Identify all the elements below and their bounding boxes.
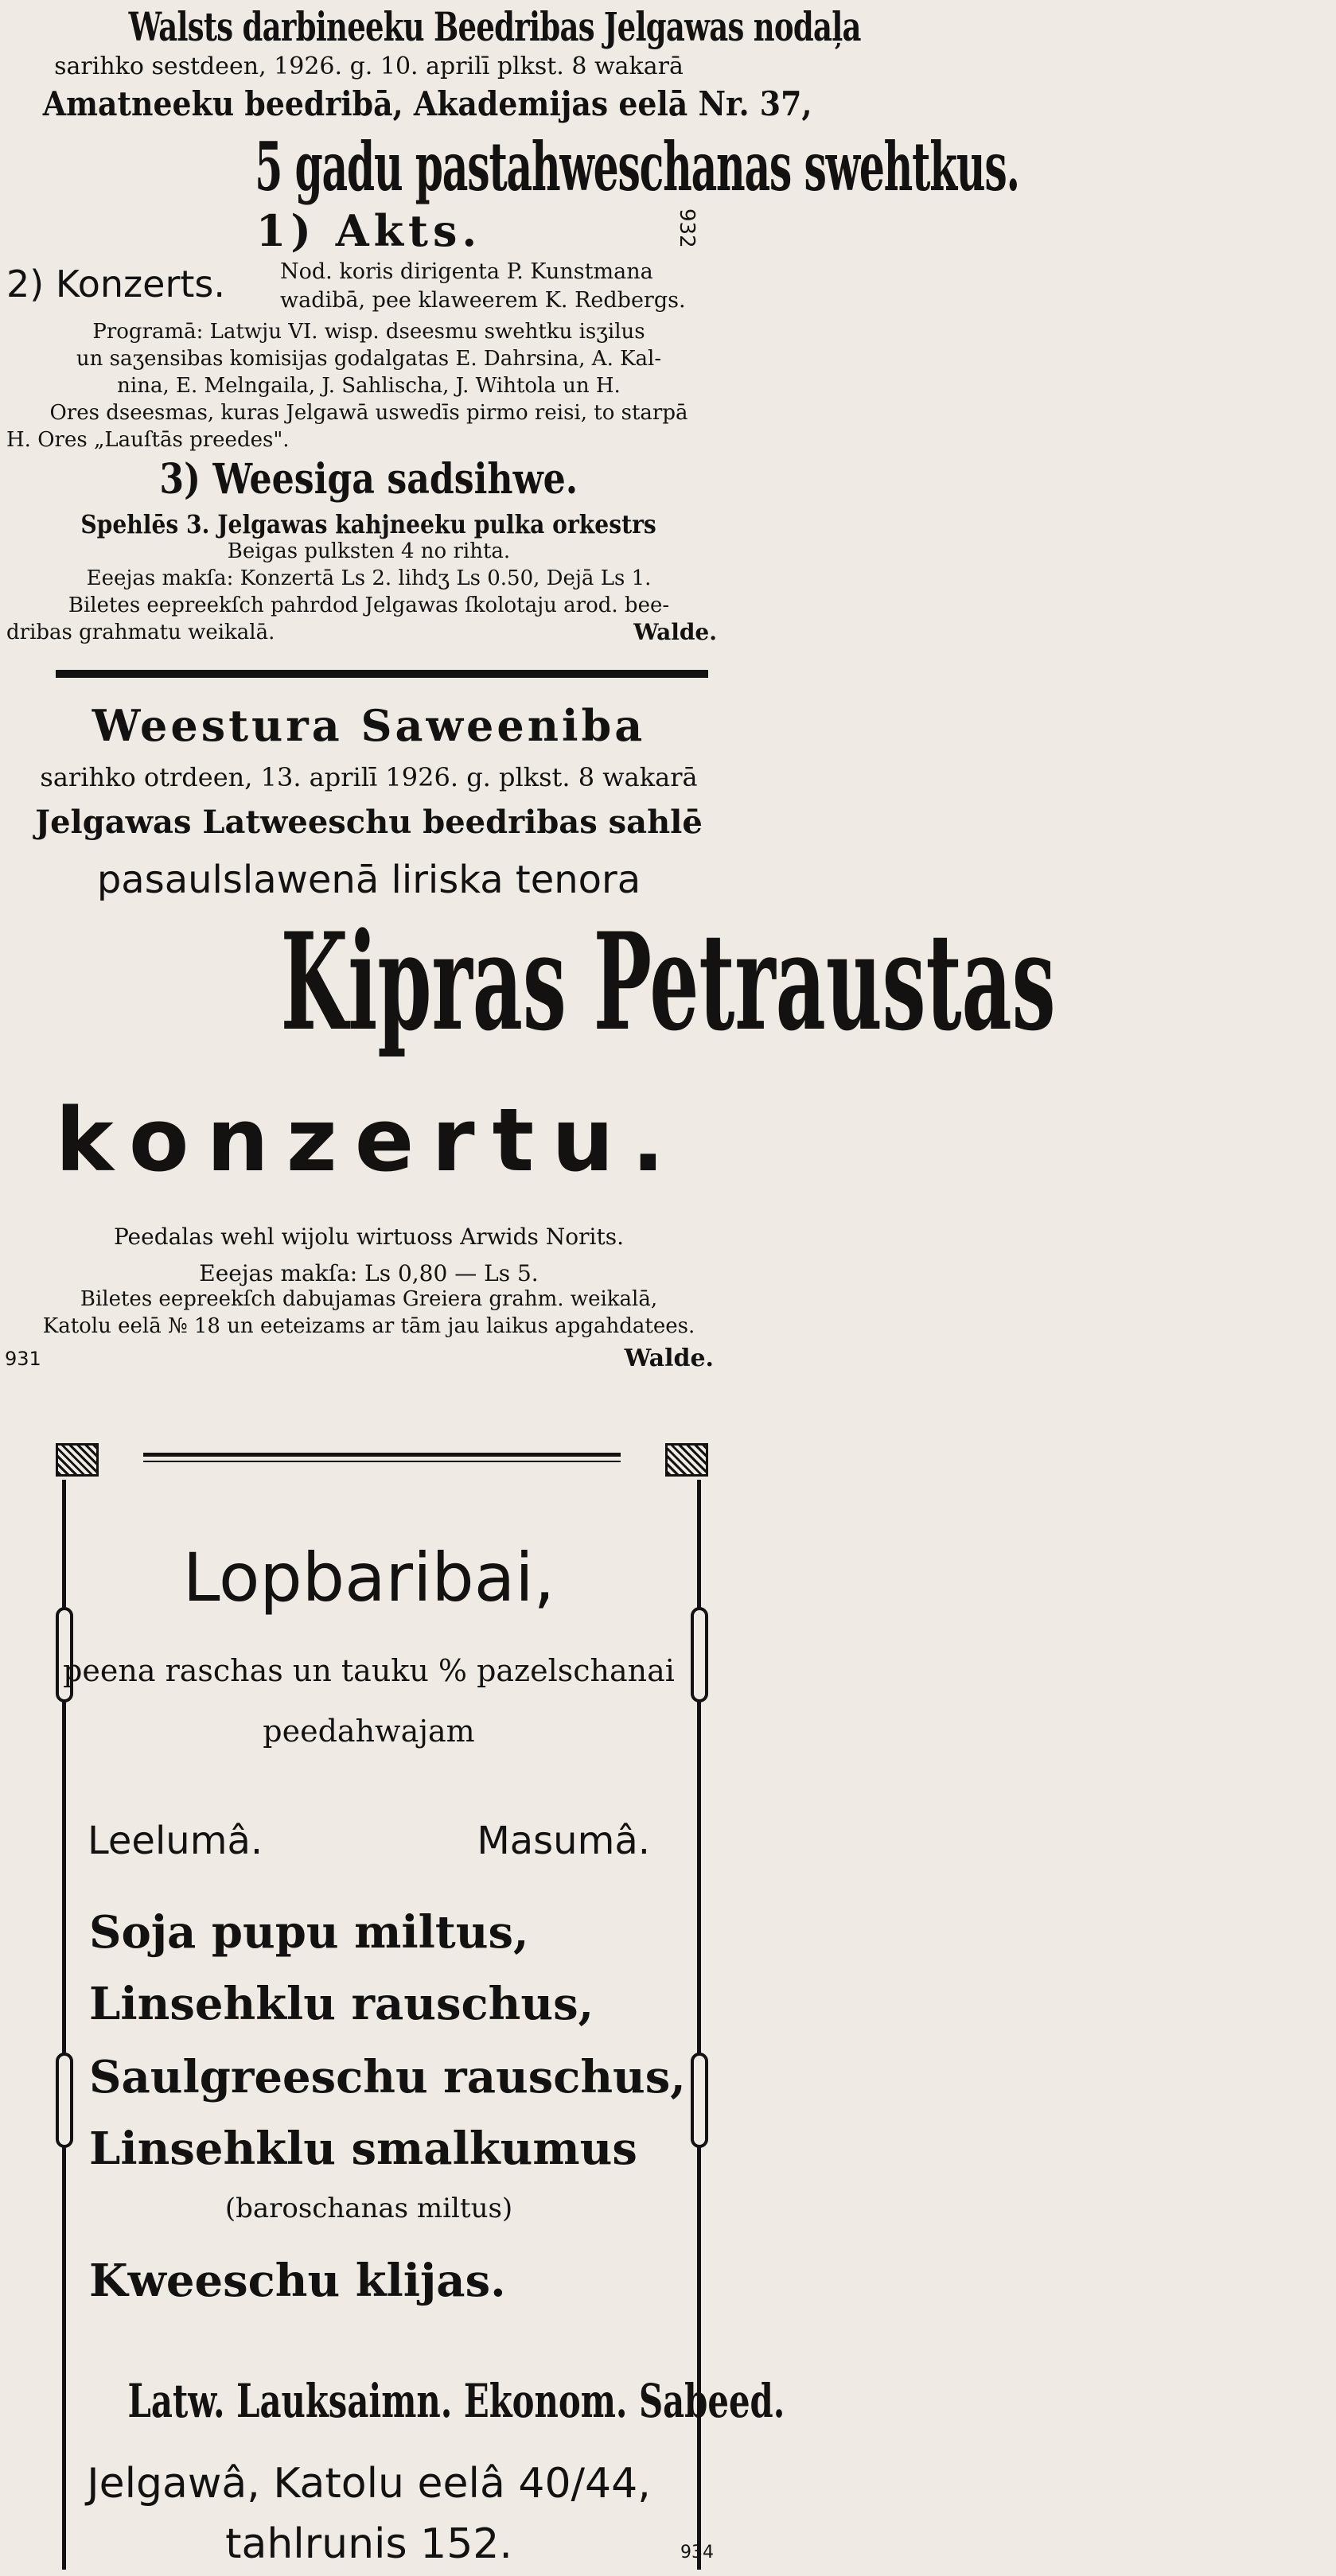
ad2-signature: Walde. <box>624 1344 714 1372</box>
ad2-concert-word: konzertu. <box>55 1089 683 1191</box>
ad1-orchestra: Spehlēs 3. Jelgawas kahjneeku pulka orkestrs <box>80 509 657 539</box>
ad3-note: (baroschanas miltus) <box>224 2193 513 2224</box>
ad1-program-3: nina, E. Melngaila, J. Sahlischa, J. Wihtola un H. <box>117 374 621 398</box>
ad3-product-3: Saulgreeschu rauschus, <box>89 2051 686 2103</box>
ad3-product-4: Linsehklu smalkumus <box>89 2123 637 2175</box>
ad2-violinist: Peedalas wehl wijolu wirtuoss Arwids Norits. <box>113 1224 625 1250</box>
ad2-date-line: sarihko otrdeen, 13. aprilī 1926. g. plkst. 8 wakarā <box>40 762 698 792</box>
divider-rule-1 <box>56 670 708 678</box>
ad1-program-2: un saʒensibas komisijas godalgatas E. Dahrsina, A. Kal- <box>76 347 662 371</box>
ad1-program-1: Programā: Latwju VI. wisp. dseesmu swehtku isʒilus <box>92 320 645 344</box>
ad3-product-5: Kweeschu klijas. <box>89 2255 506 2307</box>
ad1-prices: Eeejas makſa: Konzertā Ls 2. lihdʒ Ls 0.50, Dejā Ls 1. <box>86 566 652 590</box>
ad3-company: Latw. Lauksaimn. Ekonom. Sabeed. <box>127 2374 785 2428</box>
ad3-phone: tahlrunis 152. <box>225 2520 512 2568</box>
ad1-program-4: Ores dseesmas, kuras Jelgawā uswedīs pirmo reisi, to starpā <box>49 401 688 425</box>
ad1-venue-line: Amatneeku beedribā, Akademijas eelā Nr. 37, <box>42 84 812 123</box>
ad3-address: Jelgawâ, Katolu eelâ 40/44, <box>87 2460 651 2508</box>
corner-ornament-left <box>56 1443 99 1477</box>
ad3-wholesale: Leelumâ. <box>88 1819 263 1863</box>
ad2-tickets-1: Biletes eepreekſch dabujamas Greiera grahm. weikalā, <box>80 1287 658 1311</box>
ad3-retail: Masumâ. <box>477 1819 650 1863</box>
corner-ornament-right <box>665 1443 708 1477</box>
ad1-item-concert: 2) Konzerts. <box>6 263 225 305</box>
ad2-performer-name: Kipras Petraustas <box>280 903 1056 1060</box>
ad3-product-2: Linsehklu rauschus, <box>89 1978 594 2030</box>
ad1-item-social: 3) Weesiga sadsihwe. <box>159 455 578 504</box>
ad1-headline: 5 gadu pastahweschanas swehtkus. <box>255 127 1019 206</box>
ad3-offer: peedahwajam <box>263 1714 475 1749</box>
ad3-number: 934 <box>680 2543 714 2562</box>
ad1-signature: Walde. <box>633 619 717 645</box>
ad1-title: Walsts darbineeku Beedribas Jelgawas nodaļa <box>128 3 861 50</box>
ad1-concert-note-2: wadibā, pee klaweerem K. Redbergs. <box>280 288 686 313</box>
ad2-tickets-2: Katolu eelā № 18 un eeteizams ar tām jau laikus apgahdatees. <box>42 1314 695 1338</box>
ad1-side-number: 932 <box>675 208 699 248</box>
ad1-end-time: Beigas pulksten 4 no rihta. <box>227 539 511 563</box>
ad2-number: 931 <box>5 1348 41 1370</box>
ad3-subtitle: peena raschas un tauku % pazelschanai <box>63 1653 675 1688</box>
ad2-venue: Jelgawas Latweeschu beedribas sahlē <box>35 804 703 841</box>
ad1-tickets-1: Biletes eepreekſch pahrdod Jelgawas ſkolotaju arod. bee- <box>68 593 670 617</box>
ad2-tenor-line: pasaulslawenā liriska tenora <box>96 858 641 902</box>
ad1-program-5: H. Ores „Lauſtās preedes". <box>6 428 290 452</box>
ad2-title: Weestura Saweeniba <box>92 700 646 751</box>
ad3-title: Lopbaribai, <box>182 1539 555 1617</box>
ad1-tickets-2: dribas grahmatu weikalā. <box>6 621 275 644</box>
ad1-concert-note-1: Nod. koris dirigenta P. Kunstmana <box>280 259 653 284</box>
ad2-prices: Eeejas makſa: Ls 0,80 — Ls 5. <box>199 1260 539 1286</box>
ornamental-top-border <box>56 1442 708 1473</box>
ad3-product-1: Soja pupu miltus, <box>89 1906 529 1959</box>
ad1-item-act: 1) Akts. <box>255 205 482 256</box>
ad1-date-line: sarihko sestdeen, 1926. g. 10. aprilī plkst. 8 wakarā <box>54 53 684 80</box>
